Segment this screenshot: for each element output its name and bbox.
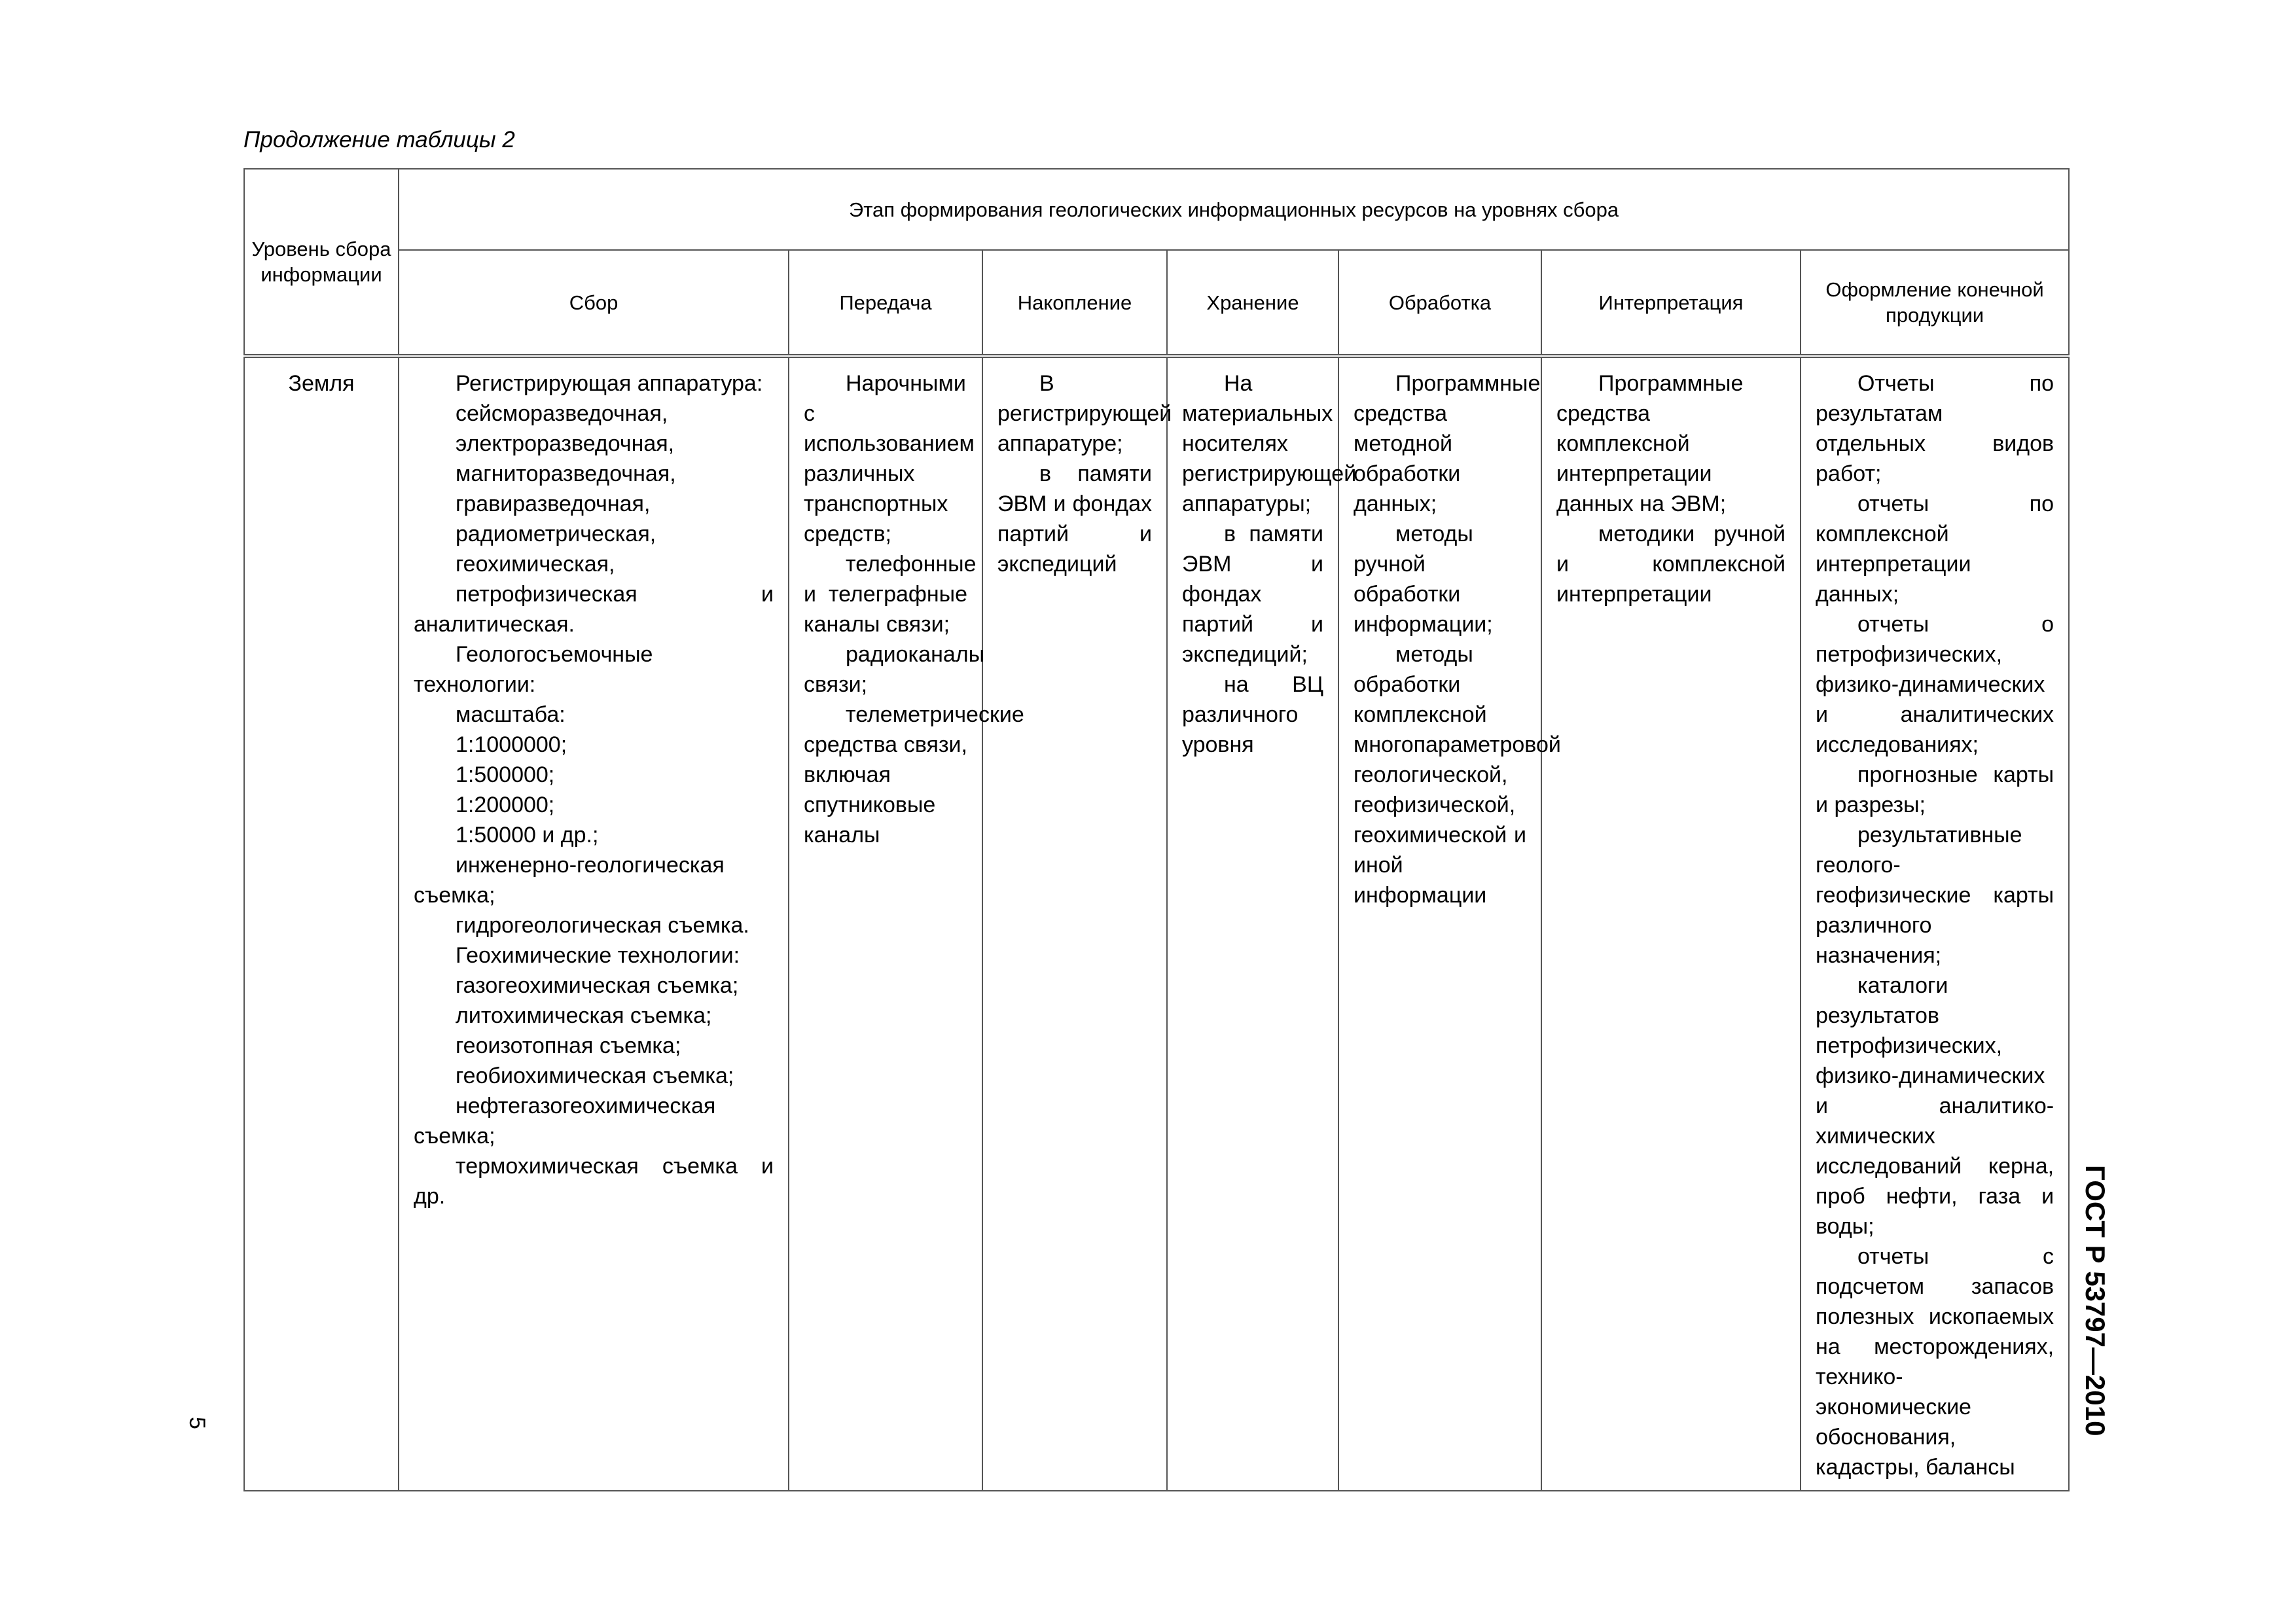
cell-paragraph: 1:50000 и др.; — [456, 823, 599, 847]
cell-paragraph: геоизотопная съемка; — [456, 1033, 681, 1058]
cell-interpretation — [1541, 356, 1801, 1491]
cell-paragraph: На материальных носителях регистрирующей аппаратуры; — [1182, 371, 1357, 516]
cell-paragraph: методики ручной и комплексной интерпретации — [1556, 522, 1785, 607]
cell-paragraph: отчеты по комплексной интерпретации данных; — [1816, 491, 2054, 607]
cell-paragraph: гидрогеологическая съемка. — [456, 913, 749, 938]
stage-header: Этап формирования геологических информационных ресурсов на уровнях сбора — [399, 169, 2069, 250]
cell-paragraph: Нарочными с использованием различных транспортных средств; — [804, 371, 975, 546]
cell-paragraph: Геохимические технологии: — [456, 943, 740, 968]
cell-paragraph: телефонные и телеграфные каналы связи; — [804, 552, 977, 637]
col-header-interpretation: Интерпретация — [1541, 250, 1801, 356]
table-continuation-label: Продолжение таблицы 2 — [243, 127, 515, 152]
cell-paragraph: результативные геолого-геофизические карты различного назначения; — [1816, 823, 2054, 968]
col-header-collection: Сбор — [399, 250, 789, 356]
col-header-processing: Обработка — [1338, 250, 1541, 356]
cell-paragraph: 1:1000000; — [456, 732, 567, 757]
cell-paragraph: в памяти ЭВМ и фондах партий и экспедиций; — [1182, 522, 1323, 667]
cell-paragraph: отчеты о петрофизических, физико-динамических и аналитических исследованиях; — [1816, 612, 2054, 757]
cell-paragraph: Отчеты по результатам отдельных видов работ; — [1816, 371, 2054, 486]
cell-paragraph: 1:500000; — [456, 762, 555, 787]
col-header-storage: Хранение — [1167, 250, 1338, 356]
cell-paragraph: гравиразведочная, — [456, 491, 651, 516]
cell-paragraph: отчеты с подсчетом запасов полезных ископаемых на месторождениях, технико-экономические обоснования, кадастры, балансы — [1816, 1244, 2054, 1480]
standard-designation: ГОСТ Р 53797—2010 — [2080, 1165, 2111, 1436]
cell-paragraph: Геологосъемочные технологии: — [414, 642, 653, 697]
row-level-cell: Земля — [244, 356, 399, 1491]
cell-paragraph: масштаба: — [456, 702, 565, 727]
cell-paragraph: методы обработки комплексной многопараметровой геологической, геофизической, геохимической и иной информации — [1354, 642, 1561, 908]
cell-paragraph: телеметрические средства связи, включая спутниковые каналы — [804, 702, 1024, 847]
cell-paragraph: радиоканалы связи; — [804, 642, 985, 697]
cell-processing — [1338, 356, 1561, 1491]
stages-table — [243, 168, 2070, 1491]
cell-paragraph: литохимическая съемка; — [456, 1003, 712, 1028]
cell-paragraph: газогеохимическая съемка; — [456, 973, 739, 998]
cell-storage — [1167, 356, 1357, 1491]
cell-paragraph: электроразведочная, — [456, 431, 675, 456]
cell-paragraph: магниторазведочная, — [456, 461, 676, 486]
cell-paragraph: каталоги результатов петрофизических, физико-динамических и аналитико-химических исследований керна, проб нефти, газа и воды; — [1816, 973, 2054, 1239]
cell-paragraph: в памяти ЭВМ и фондах партий и экспедиций — [997, 461, 1152, 577]
cell-paragraph: на ВЦ различного уровня — [1182, 672, 1323, 757]
cell-paragraph: Регистрирующая аппаратура: — [456, 371, 763, 396]
cell-paragraph: геохимическая, — [456, 552, 615, 577]
cell-paragraph: радиометрическая, — [456, 522, 656, 546]
cell-paragraph: нефтегазогеохимическая съемка; — [414, 1094, 716, 1149]
cell-paragraph: термохимическая съемка и др. — [414, 1154, 774, 1209]
cell-paragraph: 1:200000; — [456, 793, 555, 817]
level-header: Уровень сбора информации — [244, 169, 399, 356]
cell-paragraph: геобиохимическая съемка; — [456, 1063, 734, 1088]
cell-collection — [399, 356, 789, 1491]
page-number: 5 — [185, 1417, 209, 1429]
cell-paragraph: прогнозные карты и разрезы; — [1816, 762, 2054, 817]
col-header-transfer: Передача — [789, 250, 982, 356]
cell-paragraph: методы ручной обработки информации; — [1354, 522, 1493, 637]
col-header-accumulation: Накопление — [982, 250, 1167, 356]
col-header-final-products: Оформление конечной продукции — [1801, 250, 2069, 356]
cell-paragraph: В регистрирующей аппаратуре; — [997, 371, 1172, 456]
cell-final-products — [1801, 356, 2069, 1491]
cell-accumulation — [982, 356, 1172, 1491]
cell-paragraph: петрофизическая и аналитическая. — [414, 582, 774, 637]
cell-paragraph: Программные средства комплексной интерпретации данных на ЭВМ; — [1556, 371, 1744, 516]
cell-paragraph: Программные средства методной обработки данных; — [1354, 371, 1541, 516]
cell-transfer — [789, 356, 1024, 1491]
cell-paragraph: инженерно-геологическая съемка; — [414, 853, 725, 908]
cell-paragraph: сейсморазведочная, — [456, 401, 668, 426]
